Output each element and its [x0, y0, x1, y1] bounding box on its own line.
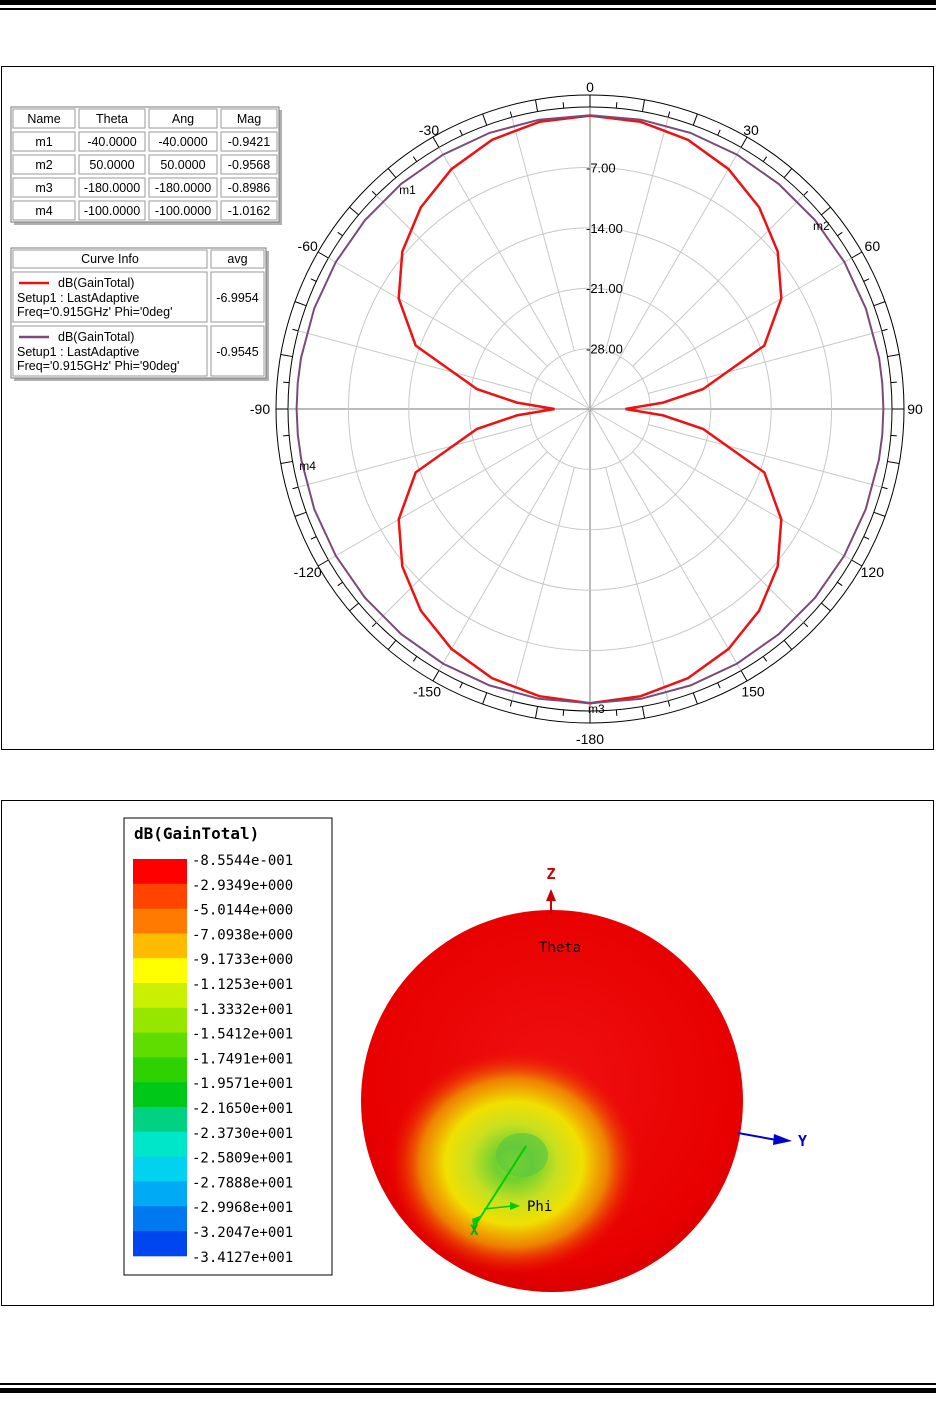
polar-ring-tick — [891, 435, 897, 436]
polar-ring-tick — [718, 130, 721, 135]
polar-ring-tick — [433, 137, 439, 147]
polar-ring-tick — [372, 191, 376, 195]
gain-legend-level: -9.1733e+000 — [192, 952, 294, 969]
marker-table-value: -180.0000 — [83, 181, 141, 195]
gain-legend-level: -2.5809e+001 — [192, 1150, 294, 1167]
polar-chart — [2, 67, 933, 749]
curve-info-freq: Freq='0.915GHz' Phi='90deg' — [17, 359, 180, 373]
marker-table-value: -1.0162 — [227, 204, 271, 218]
polar-radial-gridline — [439, 147, 590, 409]
gain-legend-swatch — [133, 983, 187, 1008]
marker-table-value: -0.9568 — [227, 158, 271, 172]
polar-angle-label: -120 — [293, 564, 322, 580]
curve-info-header: avg — [227, 252, 248, 266]
curve-info-freq: Freq='0.915GHz' Phi='0deg' — [17, 305, 173, 319]
polar-ring-tick — [372, 623, 376, 627]
gain-legend-level: -3.2047e+001 — [192, 1225, 294, 1241]
polar-ring-tick — [413, 157, 416, 162]
gain-legend-level: -2.9968e+001 — [192, 1200, 294, 1217]
top-rule-thick — [0, 0, 936, 5]
polar-ring-tick — [804, 623, 808, 627]
polar-ring-tick — [864, 537, 869, 540]
curve-info-header: Curve Info — [81, 252, 139, 266]
y-axis-label: Y — [798, 1132, 808, 1150]
x-axis-label: X — [470, 1223, 479, 1239]
gain-legend-level: -2.1650e+001 — [192, 1101, 294, 1117]
polar-ring-tick — [311, 279, 316, 282]
polar-ring-tick — [804, 191, 808, 195]
gain-legend-level: -2.3730e+001 — [192, 1125, 294, 1142]
bottom-rule-thick — [0, 1388, 936, 1393]
gain-legend-swatch — [133, 1008, 187, 1033]
marker-table-value: 50.0000 — [89, 158, 135, 172]
polar-ring-tick — [882, 487, 888, 489]
polar-ring-tick — [668, 111, 670, 117]
z-axis-arrowhead — [546, 889, 556, 901]
polar-ring-tick — [510, 111, 512, 117]
polar-ring-tick — [483, 693, 487, 704]
polar-ring-tick — [311, 537, 316, 540]
marker-table-value: m3 — [35, 181, 53, 195]
gain-pattern-null-core — [496, 1133, 548, 1177]
marker-table-header: Theta — [96, 112, 128, 126]
polar-ring-tick — [642, 706, 644, 718]
gain-legend-level: -1.5412e+001 — [192, 1026, 294, 1043]
polar-ring-tick — [563, 102, 564, 108]
polar-ring-tick — [535, 100, 537, 112]
polar-ring-tick — [281, 354, 293, 356]
polar-ring-tick — [295, 512, 306, 516]
bottom-rule-thin — [0, 1383, 936, 1385]
polar-ring-tick — [460, 130, 463, 135]
polar-ring-tick — [718, 683, 721, 688]
gain-legend-level: -1.7491e+001 — [192, 1051, 294, 1068]
polar-radial-gridline — [439, 409, 590, 671]
polar-ring-tick — [887, 461, 899, 463]
polar-ring-tick — [283, 382, 289, 383]
polar-angle-label: -30 — [418, 122, 440, 139]
polar-ring-tick — [483, 114, 487, 125]
curve-info-setup: Setup1 : LastAdaptive — [17, 291, 140, 305]
curve-info-setup: Setup1 : LastAdaptive — [17, 345, 140, 359]
polar-ring-tick — [784, 640, 792, 649]
gain-legend-level: -2.9349e+000 — [192, 877, 294, 894]
polar-angle-label: 30 — [743, 122, 759, 139]
polar-angle-label: -60 — [297, 238, 318, 254]
theta-label: Theta — [539, 940, 582, 956]
polar-ring-tick — [616, 710, 617, 716]
polar-ring-tick — [882, 329, 888, 331]
polar-ring-tick — [510, 701, 512, 707]
polar-radial-gridline — [328, 409, 590, 560]
polar-radial-label: -28.00 — [586, 341, 623, 357]
marker-table-header: Name — [27, 112, 61, 126]
polar-angle-label: 90 — [907, 401, 923, 417]
gain-3d-panel — [1, 800, 934, 1306]
gain-legend-swatch — [133, 909, 187, 934]
gain-legend-level: -7.0938e+000 — [192, 927, 294, 944]
polar-plot-panel — [1, 66, 934, 750]
polar-marker-label: m3 — [588, 702, 605, 717]
polar-ring-tick — [535, 706, 537, 718]
polar-angle-label: 120 — [860, 564, 885, 580]
polar-ring-tick — [741, 137, 747, 147]
polar-radial-gridline — [590, 147, 741, 409]
gain-legend-level: -3.4127e+001 — [192, 1249, 294, 1266]
gain-legend-swatch — [133, 1132, 187, 1157]
gain-legend-swatch — [133, 1206, 187, 1231]
phi-label: Phi — [527, 1199, 553, 1215]
gain-legend-swatch — [133, 1033, 187, 1058]
marker-table-header: Ang — [171, 112, 195, 126]
polar-radial-label: -21.00 — [586, 281, 623, 297]
marker-table-value: m2 — [35, 158, 53, 172]
polar-ring-tick — [460, 683, 463, 688]
y-axis-arrowhead — [773, 1134, 792, 1145]
marker-table-value: m4 — [35, 204, 53, 218]
gain-legend-swatch — [133, 1231, 187, 1256]
gain-legend-swatch — [133, 1082, 187, 1107]
polar-ring-tick — [891, 382, 897, 383]
marker-table-value: -0.9421 — [227, 135, 271, 149]
marker-table-value: -0.8986 — [227, 181, 271, 195]
z-axis-label: Z — [546, 865, 556, 883]
polar-ring-tick — [874, 302, 885, 306]
polar-ring-tick — [821, 603, 830, 611]
gain-legend-swatch — [133, 933, 187, 958]
polar-ring-tick — [864, 279, 869, 282]
polar-angle-label: 0 — [586, 79, 594, 95]
polar-ring-tick — [292, 487, 298, 489]
polar-angle-label: -180 — [575, 731, 605, 747]
polar-ring-tick — [693, 114, 697, 125]
polar-angle-label: -90 — [249, 401, 271, 417]
gain-legend-level: -8.5544e-001 — [192, 853, 294, 869]
polar-ring-tick — [874, 512, 885, 516]
gain-legend-level: -5.0144e+000 — [192, 902, 294, 919]
gain-legend-swatch — [133, 884, 187, 909]
gain-legend-swatch — [133, 1107, 187, 1132]
polar-ring-tick — [693, 693, 697, 704]
polar-ring-tick — [821, 207, 830, 215]
polar-ring-tick — [784, 168, 792, 177]
polar-ring-tick — [318, 252, 328, 258]
gain-legend-title: dB(GainTotal) — [134, 824, 260, 843]
curve-info-avg: -0.9545 — [216, 345, 259, 359]
polar-ring-tick — [338, 232, 343, 235]
marker-table-header: Mag — [236, 112, 262, 126]
top-rule-thin — [0, 8, 936, 10]
polar-ring-tick — [837, 232, 842, 235]
gain-legend-swatch — [133, 1057, 187, 1082]
polar-ring-tick — [283, 435, 289, 436]
polar-ring-tick — [292, 329, 298, 331]
polar-marker-label: m1 — [399, 182, 416, 197]
polar-radial-label: -7.00 — [586, 160, 616, 176]
marker-table-value: -100.0000 — [154, 204, 212, 218]
polar-ring-tick — [295, 302, 306, 306]
polar-ring-tick — [668, 701, 670, 707]
polar-ring-tick — [388, 640, 396, 649]
polar-ring-tick — [388, 168, 396, 177]
polar-marker-label: m2 — [813, 219, 830, 234]
gain-legend-swatch — [133, 958, 187, 983]
curve-info-avg: -6.9954 — [216, 291, 259, 305]
polar-ring-tick — [837, 582, 842, 585]
polar-radial-gridline — [590, 409, 852, 560]
marker-table-value: -40.0000 — [158, 135, 208, 149]
gain-legend-level: -2.7888e+001 — [192, 1175, 294, 1192]
curve-info-name: dB(GainTotal) — [58, 276, 135, 290]
polar-ring-tick — [616, 102, 617, 108]
polar-ring-tick — [642, 100, 644, 112]
polar-radial-gridline — [328, 258, 590, 409]
polar-angle-label: -150 — [412, 683, 442, 700]
polar-radial-gridline — [590, 409, 741, 671]
polar-ring-tick — [563, 710, 564, 716]
gain-3d-plot — [2, 801, 933, 1305]
polar-ring-tick — [741, 671, 747, 681]
polar-ring-tick — [281, 461, 293, 463]
polar-ring-tick — [349, 603, 358, 611]
polar-ring-tick — [349, 207, 358, 215]
polar-ring-tick — [887, 354, 899, 356]
gain-legend-level: -1.3332e+001 — [192, 1001, 294, 1018]
polar-ring-tick — [763, 656, 766, 661]
marker-table-value: -40.0000 — [87, 135, 137, 149]
marker-table-value: 50.0000 — [160, 158, 206, 172]
polar-ring-tick — [433, 671, 439, 681]
marker-table-value: m1 — [35, 135, 53, 149]
polar-ring-tick — [852, 252, 862, 258]
polar-angle-label: 150 — [741, 683, 765, 700]
polar-ring-tick — [413, 656, 416, 661]
gain-legend-swatch — [133, 859, 187, 884]
marker-table-value: -100.0000 — [83, 204, 141, 218]
gain-legend-level: -1.1253e+001 — [192, 977, 294, 993]
marker-table-value: -180.0000 — [154, 181, 212, 195]
polar-radial-label: -14.00 — [586, 220, 623, 236]
polar-ring-tick — [763, 157, 766, 162]
gain-legend-swatch — [133, 1181, 187, 1206]
curve-info-name: dB(GainTotal) — [58, 330, 135, 344]
polar-marker-label: m4 — [299, 458, 316, 473]
polar-ring-tick — [338, 582, 343, 585]
polar-radial-gridline — [590, 258, 852, 409]
polar-angle-label: 60 — [864, 238, 881, 254]
gain-legend-swatch — [133, 1157, 187, 1182]
gain-legend-level: -1.9571e+001 — [192, 1076, 294, 1093]
